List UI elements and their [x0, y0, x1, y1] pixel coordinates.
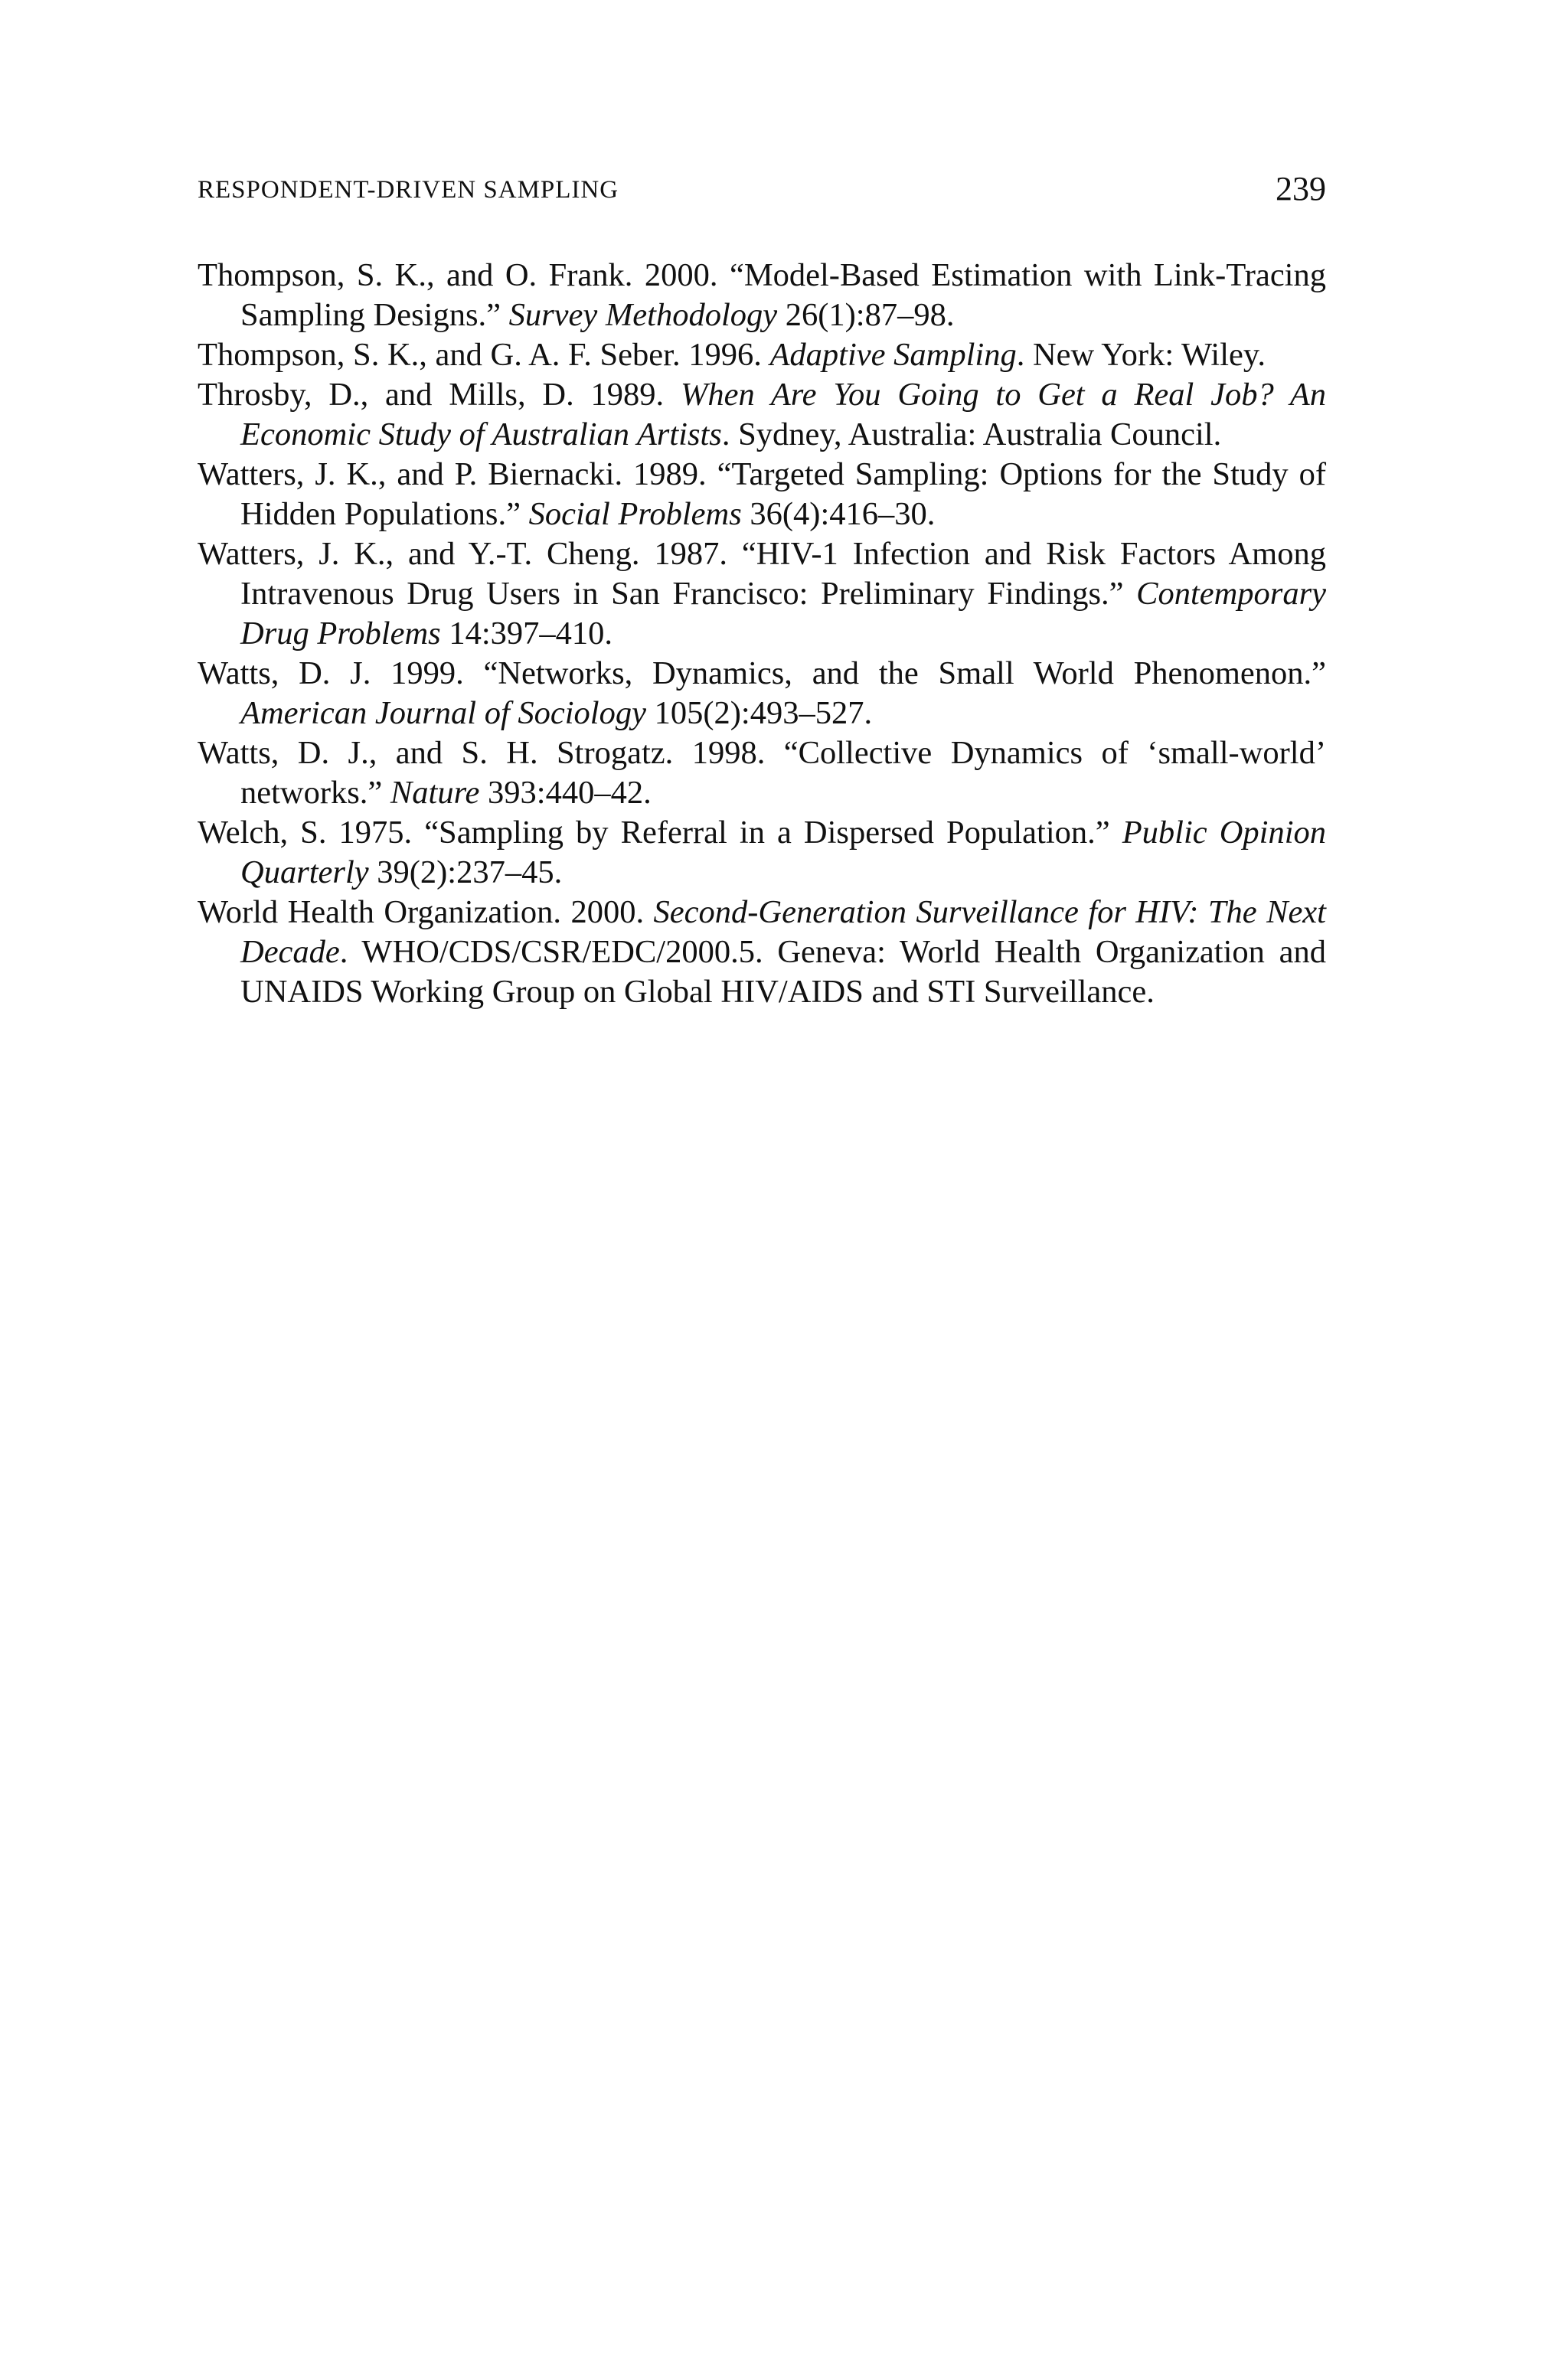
reference-entry [198, 534, 1326, 654]
reference-title-italic: Adaptive Sampling [769, 337, 1017, 373]
reference-text: Watts, D. J. 1999. “Networks, Dynamics, and the Small World Phenomenon.” [198, 655, 1326, 691]
reference-title-italic: Social Problems [528, 496, 742, 532]
reference-title-italic: American Journal of Sociology [240, 695, 646, 731]
reference-text: Throsby, D., and Mills, D. 1989. [198, 377, 681, 413]
reference-text: World Health Organization. 2000. [198, 894, 654, 930]
page-number: 239 [1276, 170, 1326, 207]
reference-entry [198, 375, 1326, 455]
reference-text: Watters, J. K., and P. Biernacki. 1989. “Targeted Sampling: Options for the Study of Hidden Populations.” [198, 456, 1326, 532]
reference-text: Watters, J. K., and Y.-T. Cheng. 1987. “HIV-1 Infection and Risk Factors Among Intravenous Drug Users in San Francisco: Preliminary Findings.” [198, 536, 1326, 612]
reference-text: Thompson, S. K., and O. Frank. 2000. “Model-Based Estimation with Link-Tracing Sampling Designs.” [198, 257, 1326, 333]
reference-list [198, 256, 1326, 1012]
reference-title-italic: Public Opinion Quarterly [240, 815, 1326, 890]
reference-entry [198, 813, 1326, 893]
reference-text: 36(4):416–30. [741, 496, 936, 532]
reference-text: Welch, S. 1975. “Sampling by Referral in a Dispersed Population.” [198, 815, 1122, 851]
reference-title-italic: Second-Generation Surveillance for HIV: The Next Decade [240, 894, 1326, 970]
reference-title-italic: Survey Methodology [508, 297, 778, 333]
reference-entry [198, 455, 1326, 534]
reference-text: . WHO/CDS/CSR/EDC/2000.5. Geneva: World Health Organization and UNAIDS Working Group on Global HIV/AIDS and STI Surveillance. [240, 934, 1326, 1010]
reference-title-italic: When Are You Going to Get a Real Job? An Economic Study of Australian Artists [240, 377, 1326, 452]
reference-title-italic: Contemporary Drug Problems [240, 576, 1326, 651]
reference-entry [198, 654, 1326, 733]
reference-text: . Sydney, Australia: Australia Council. [721, 416, 1222, 452]
reference-text: 26(1):87–98. [777, 297, 955, 333]
reference-text: 14:397–410. [440, 616, 612, 651]
reference-entry [198, 335, 1326, 375]
reference-entry [198, 256, 1326, 335]
reference-text: 105(2):493–527. [645, 695, 873, 731]
reference-text: Thompson, S. K., and G. A. F. Seber. 1996. [198, 337, 770, 373]
reference-text: 39(2):237–45. [368, 854, 563, 890]
reference-text: Watts, D. J., and S. H. Strogatz. 1998. “Collective Dynamics of ‘small-world’ networks.” [198, 735, 1326, 811]
reference-entry [198, 733, 1326, 813]
reference-text: . New York: Wiley. [1016, 337, 1266, 373]
reference-text: 393:440–42. [479, 775, 652, 811]
reference-title-italic: Nature [390, 775, 480, 811]
running-head: RESPONDENT-DRIVEN SAMPLING [198, 176, 619, 204]
reference-entry [198, 893, 1326, 1012]
